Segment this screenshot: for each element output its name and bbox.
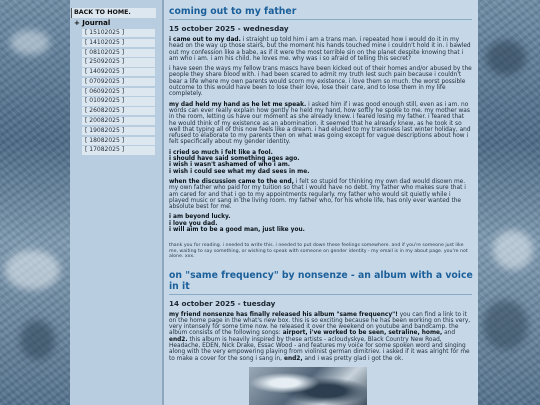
journal-date-link[interactable]: [ 25092025 ]: [82, 58, 155, 66]
journal-date-link[interactable]: [ 19082025 ]: [82, 127, 155, 135]
entry-paragraph: [169, 179, 472, 210]
back-to-home-link[interactable]: BACK TO HOME.: [71, 8, 156, 18]
journal-date-link[interactable]: [ 14092025 ]: [82, 68, 155, 76]
paragraph-text: and i was pretty glad i got the ok.: [302, 355, 404, 362]
journal-content[interactable]: [164, 0, 478, 405]
entry-paragraph: [169, 150, 472, 175]
entry-paragraph: [169, 214, 472, 233]
journal-date-link[interactable]: [ 08102025 ]: [82, 49, 155, 57]
journal-entry: [164, 264, 478, 362]
journal-date-link[interactable]: [ 07092025 ]: [82, 78, 155, 86]
paragraph-text: and: [442, 330, 456, 337]
paragraph-lead: my friend nonsenze has finally released his album "same frequency"!: [169, 311, 398, 318]
journal-heading[interactable]: + Journal: [74, 19, 111, 27]
entry-paragraph: [169, 312, 472, 362]
journal-date-link[interactable]: [ 01092025 ]: [82, 97, 155, 105]
journal-date-link[interactable]: [ 18082025 ]: [82, 137, 155, 145]
paragraph-text: i straight up told him i am a trans man. i repeated how i would do it in my head on the way up those stairs, but the moment his hands touched mine i couldn't hold it in. i bawled out my confession like a babe, as if it were the most terrible sin on the planet despite knowing that i am who i am. i am his child. he loves me. why was i so afraid of telling this secret?: [169, 37, 471, 62]
emphasis-line: i wish i wasn't ashamed of who i am.: [169, 162, 291, 169]
song-title: end2,: [281, 355, 303, 362]
emphasis-line: i should have said something ages ago.: [169, 156, 300, 163]
entry-title: coming out to my father: [164, 0, 478, 22]
left-background: [0, 0, 70, 405]
emphasis-line: i will aim to be a good man, just like you.: [169, 227, 305, 234]
paragraph-text: i felt so stupid for thinking my own dad would disown me. my own father who paid for my tuition so that i would have no debt. my father who makes sure that i am cared for and that i go to my appointments regularly. my father who would sit quietly while i played music or sang in the living room. my father who, for his whole life, has only ever wanted the absolute best for me.: [169, 178, 466, 211]
emphasis-line: i cried so much i felt like a fool.: [169, 149, 273, 156]
journal-date-link[interactable]: [ 15102025 ]: [82, 29, 155, 37]
entry-paragraph: i have seen the ways my fellow trans mascs have been kicked out of their homes and/or abused by the people they share blood with. i had been scared to admit my truth lest such pain because i couldn't bear a life where my own parents would scorn my existence. i love them so much. the worst possible outcome to this would have been to lose their love, lose their care, and to lose them in my life completely.: [169, 66, 472, 98]
paragraph-lead: my dad held my hand as he let me speak.: [169, 101, 307, 108]
entry-title: on "same frequency" by nonsenze - an album with a voice in it: [164, 264, 478, 297]
journal-entry: [164, 0, 478, 260]
song-title: end2.: [169, 336, 188, 343]
song-list: airport, i've worked to be seen, setraline, home,: [280, 330, 443, 337]
sidebar: [70, 0, 164, 405]
entry-paragraph: [169, 102, 472, 146]
emphasis-line: i love you dad.: [169, 220, 218, 227]
journal-date-link[interactable]: [ 20082025 ]: [82, 117, 155, 125]
journal-date-link[interactable]: [ 14102025 ]: [82, 39, 155, 47]
paragraph-text: i asked him if i was good enough still, even as i am. no words can ever really explain how gently he held my hand, how softly he spoke to me. my mother was in the room, letting us have our moment as she already knew. i feared losing my father. i feared that he would think of my existence as an abomination. it seemed that he already knew, as he took it so well that typing all of this now feels like a dream. i had eluded to my transness last winter holiday, and refused to elaborate to my parents then on what was going except for vague descriptions about how i felt specifically about my gender identity.: [169, 101, 471, 146]
journal-date-link[interactable]: [ 06092025 ]: [82, 88, 155, 96]
paragraph-lead: i came out to my dad.: [169, 37, 241, 43]
entry-paragraph: [169, 37, 472, 62]
journal-date-link[interactable]: [ 17082025 ]: [82, 146, 155, 154]
paragraph-text: you can find a link to it on the home page in the what's new box. this is so exciting because he has been working on this very, very intensely for some time now. he released it over the weekend on youtube and bandcamp. the album consists of the following songs:: [169, 311, 471, 337]
right-background: [478, 0, 540, 405]
album-cover-image: [249, 367, 367, 405]
emphasis-line: i wish i could see what my dad sees in me.: [169, 168, 310, 175]
paragraph-lead: when the discussion came to the end,: [169, 178, 294, 185]
emphasis-line: i am beyond lucky.: [169, 214, 231, 221]
entry-date: 15 october 2025 - wednesday: [169, 24, 289, 33]
paragraph-text: this album is heavily inspired by these artists - acloudyskye, Black Country New Road, Headache, EDEN, Nick Drake, Essac Wood - and features my voice for some spoken word and singing along with the very empowering playing from violinist german dimitriev. i asked if it was alright for me to make a cover for the song i sang in,: [169, 336, 470, 362]
journal-date-link[interactable]: [ 26082025 ]: [82, 107, 155, 115]
entry-date: 14 october 2025 - tuesday: [169, 298, 276, 308]
entry-footnote: thank you for reading. i needed to write this. i needed to put down these feelings somewhere. and if you're someone just like me, waiting to say something, or wishing to speak with someone on gender identity - my email is in my about page. you're not alone. xxx.: [169, 243, 468, 260]
journal-date-list: [82, 29, 155, 156]
